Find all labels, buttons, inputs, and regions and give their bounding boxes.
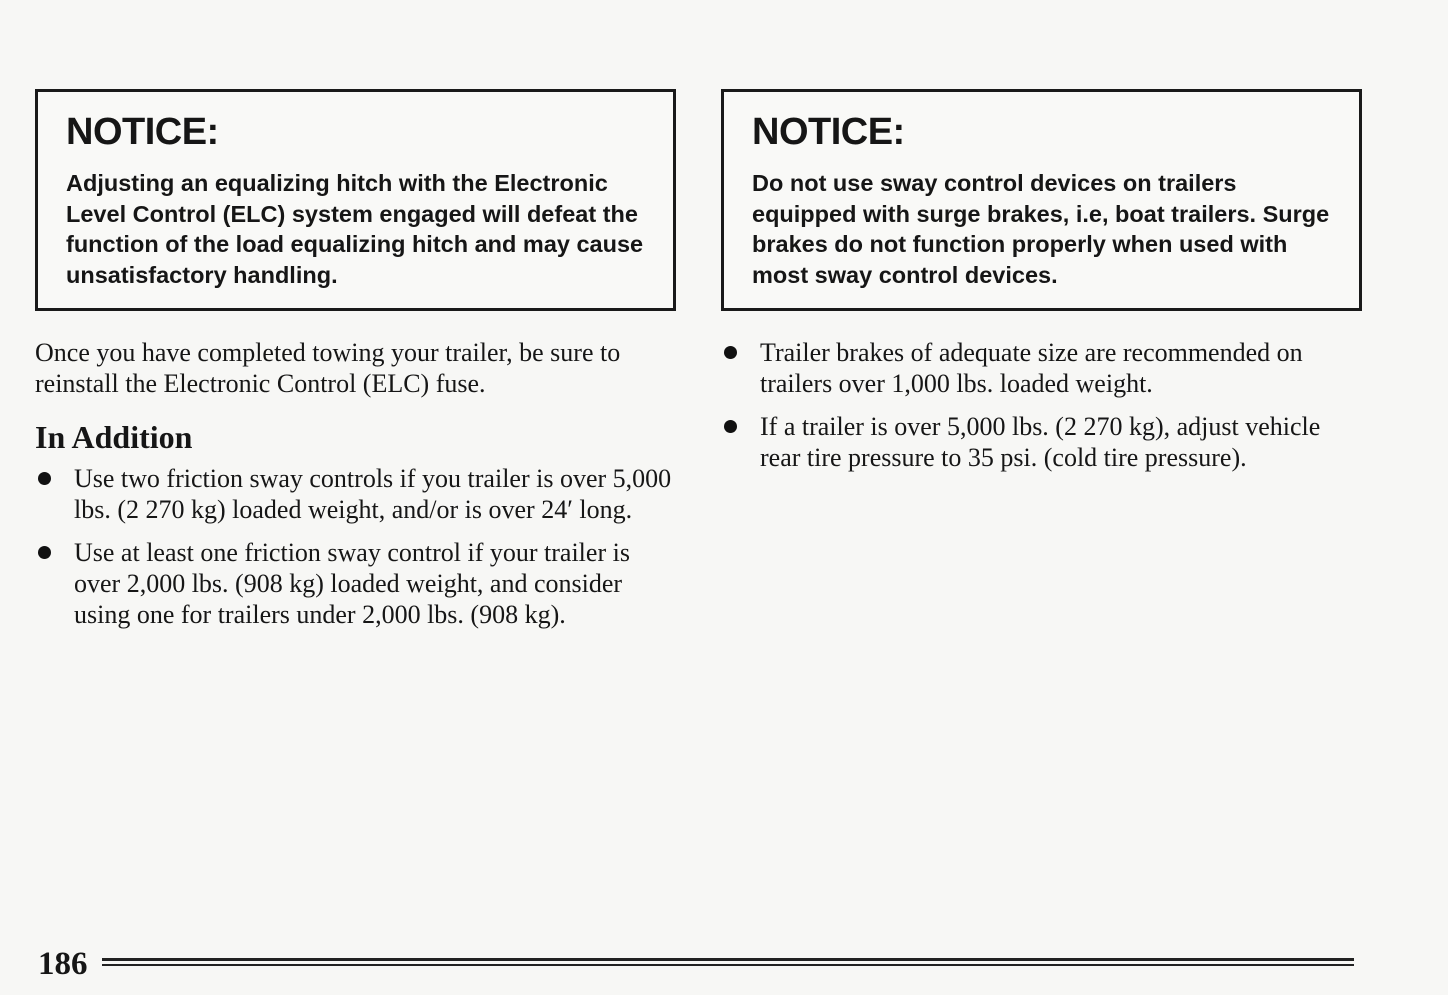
list-item [35, 463, 675, 525]
bullet-icon [724, 420, 737, 433]
section-heading: In Addition [35, 419, 193, 455]
footer-rule [102, 958, 1354, 966]
bullet-icon [38, 546, 51, 559]
bullet-icon [724, 346, 737, 359]
right-column [721, 337, 1361, 485]
list-item-text: If a trailer is over 5,000 lbs. (2 270 kg), adjust vehicle rear tire pressure to 35 psi. (cold tire pressure). [760, 412, 1321, 472]
notice-box-sway-control [721, 89, 1362, 311]
intro-paragraph: Once you have completed towing your trailer, be sure to reinstall the Electronic Control (ELC) fuse. [35, 338, 621, 398]
list-item [721, 337, 1361, 399]
page-number: 186 [38, 946, 88, 982]
notice-body: Adjusting an equalizing hitch with the Electronic Level Control (ELC) system engaged will defeat the function of the load equalizing hitch and may cause unsatisfactory handling. [66, 170, 644, 288]
left-column [35, 337, 675, 642]
bullet-icon [38, 472, 51, 485]
notice-heading: NOTICE: [752, 111, 905, 153]
list-item-text: Use at least one friction sway control if your trailer is over 2,000 lbs. (908 kg) loaded weight, and consider using one for trailers under 2,000 lbs. (908 kg). [74, 538, 630, 629]
notice-heading: NOTICE: [66, 111, 219, 153]
list-item [35, 537, 675, 630]
list-item-text: Use two friction sway controls if you trailer is over 5,000 lbs. (2 270 kg) loaded weight, and/or is over 24′ long. [74, 464, 672, 524]
notice-body: Do not use sway control devices on trailers equipped with surge brakes, i.e, boat trailers. Surge brakes do not function properly when used with most sway control devices. [752, 170, 1330, 288]
bullet-list [721, 337, 1361, 473]
bullet-list [35, 463, 675, 630]
list-item-text: Trailer brakes of adequate size are recommended on trailers over 1,000 lbs. loaded weight. [760, 338, 1303, 398]
notice-box-elc-hitch [35, 89, 676, 311]
page-footer [38, 944, 1356, 984]
list-item [721, 411, 1361, 473]
